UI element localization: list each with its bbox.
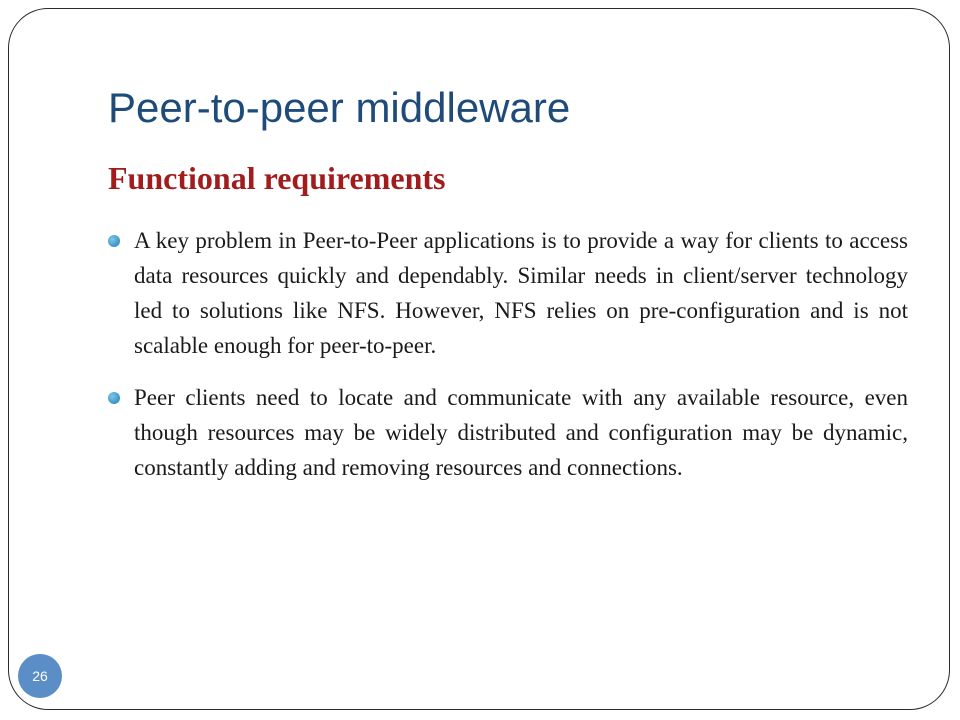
bullet-item: [108, 223, 908, 363]
bullet-text: Peer clients need to locate and communicate with any available resource, even though resources may be widely distributed and configuration may be dynamic, constantly adding and removing resources and connections.: [134, 385, 908, 480]
slide-subtitle: Functional requirements: [108, 160, 446, 196]
bullet-text: A key problem in Peer-to-Peer applications is to provide a way for clients to access data resources quickly and dependably. Similar needs in client/server technology led to solutions like NFS. However, NFS relies on pre-configuration and is not scalable enough for peer-to-peer.: [134, 228, 908, 358]
slide-title: Peer-to-peer middleware: [108, 84, 571, 131]
bullet-list: [108, 223, 908, 502]
bullet-dot-icon: [108, 392, 120, 404]
bullet-item: [108, 380, 908, 485]
page-number-badge: 26: [18, 654, 62, 698]
bullet-dot-icon: [108, 235, 120, 247]
